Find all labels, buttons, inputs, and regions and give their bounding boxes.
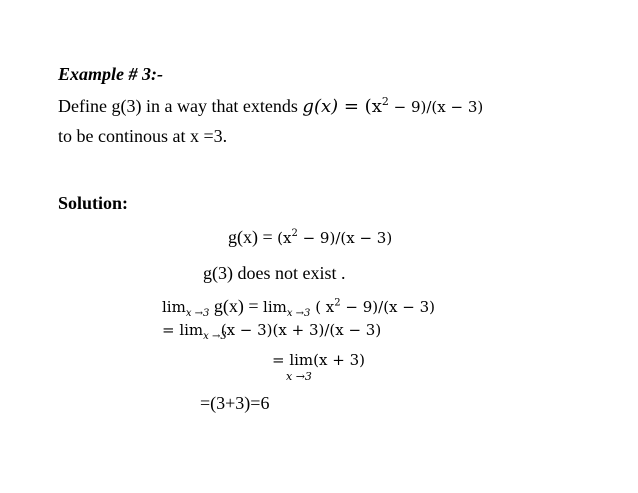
step-3-rhs-2: − 9)/(x − 3) [340,298,436,316]
step-5 [272,351,365,383]
step-3-lim: lim [162,298,186,316]
step-1 [228,228,392,246]
step-5-rhs: (x + 3) [313,351,365,369]
step-4 [162,321,382,342]
problem-eq-2: − 9)/(x − 3) [388,98,484,116]
step-3-rhs-1: ( x [310,298,335,316]
problem-line-2: to be continous at x =3. [58,126,228,146]
step-1-exp: 2 [291,228,298,239]
step-4-eq: = lim [162,321,204,339]
step-1-rhs-2: − 9)/(x − 3) [297,229,393,247]
problem-line-1 [58,97,483,116]
problem-exp: 2 [381,95,389,108]
step-1-left: g(x) = [228,227,278,247]
step-1-rhs-1: (x [277,229,292,247]
step-5-eq: = lim [272,351,314,369]
problem-eq-1: = (x [338,96,382,117]
step-3-lim2: lim [263,298,287,316]
example-heading: Example # 3:- [58,64,163,84]
step-5-lim [272,351,314,383]
step-4-sub: x →3 [203,331,227,342]
step-3-exp: 2 [334,297,341,309]
step-3-mid: g(x) = [209,296,264,316]
step-4-rhs: (x − 3)(x + 3)/(x − 3) [220,321,382,339]
solution-label: Solution: [58,193,129,213]
step-5-under: x →3 [286,370,312,383]
step-3 [162,296,436,320]
step-6: =(3+3)=6 [200,393,270,413]
step-2: g(3) does not exist . [203,263,346,283]
problem-func: g(x) [302,96,339,117]
problem-text: Define g(3) in a way that extends [58,96,303,116]
step-3-sub: x →3 [185,308,210,320]
step-3-sub2: x →3 [286,308,311,320]
